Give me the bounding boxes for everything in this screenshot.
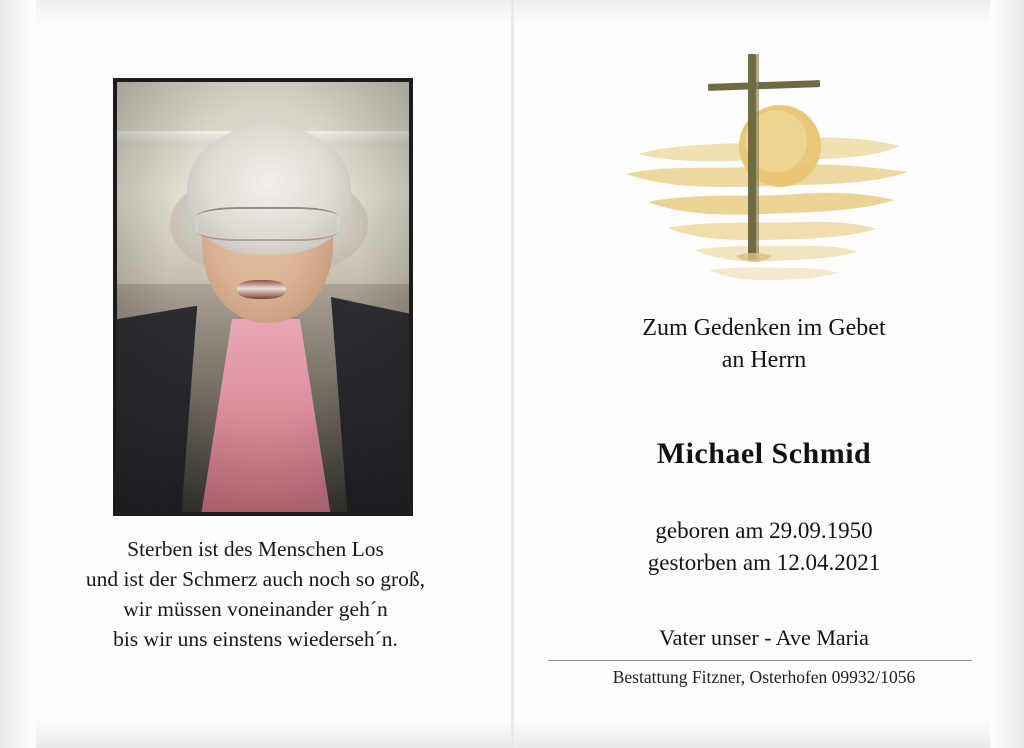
memorial-intro <box>514 312 1014 376</box>
verse-line-1: Sterben ist des Menschen Los <box>127 537 384 561</box>
intro-line-1: Zum Gedenken im Gebet <box>642 315 886 341</box>
verse-line-3: wir müssen voneinander geh´n <box>123 597 388 621</box>
memorial-verse <box>0 534 511 654</box>
photo-vignette <box>117 82 409 512</box>
intro-line-2: an Herrn <box>721 347 807 373</box>
birth-date: geboren am 29.09.1950 <box>655 518 873 543</box>
verse-line-4: bis wir uns einstens wiederseh´n. <box>113 627 398 651</box>
cross-and-sun-icon <box>608 42 928 292</box>
death-date: gestorben am 12.04.2021 <box>647 550 881 575</box>
deceased-name: Michael Schmid <box>656 437 872 470</box>
life-dates <box>514 515 1014 579</box>
portrait-photo <box>117 82 409 512</box>
left-panel <box>0 0 511 748</box>
verse-line-2: und ist der Schmerz auch noch so groß, <box>85 567 426 591</box>
divider-rule <box>548 660 972 661</box>
portrait-frame <box>113 78 413 516</box>
funeral-home-credit: Bestattung Fitzner, Osterhofen 09932/1056 <box>612 667 916 687</box>
prayers-line: Vater unser - Ave Maria <box>659 625 869 650</box>
